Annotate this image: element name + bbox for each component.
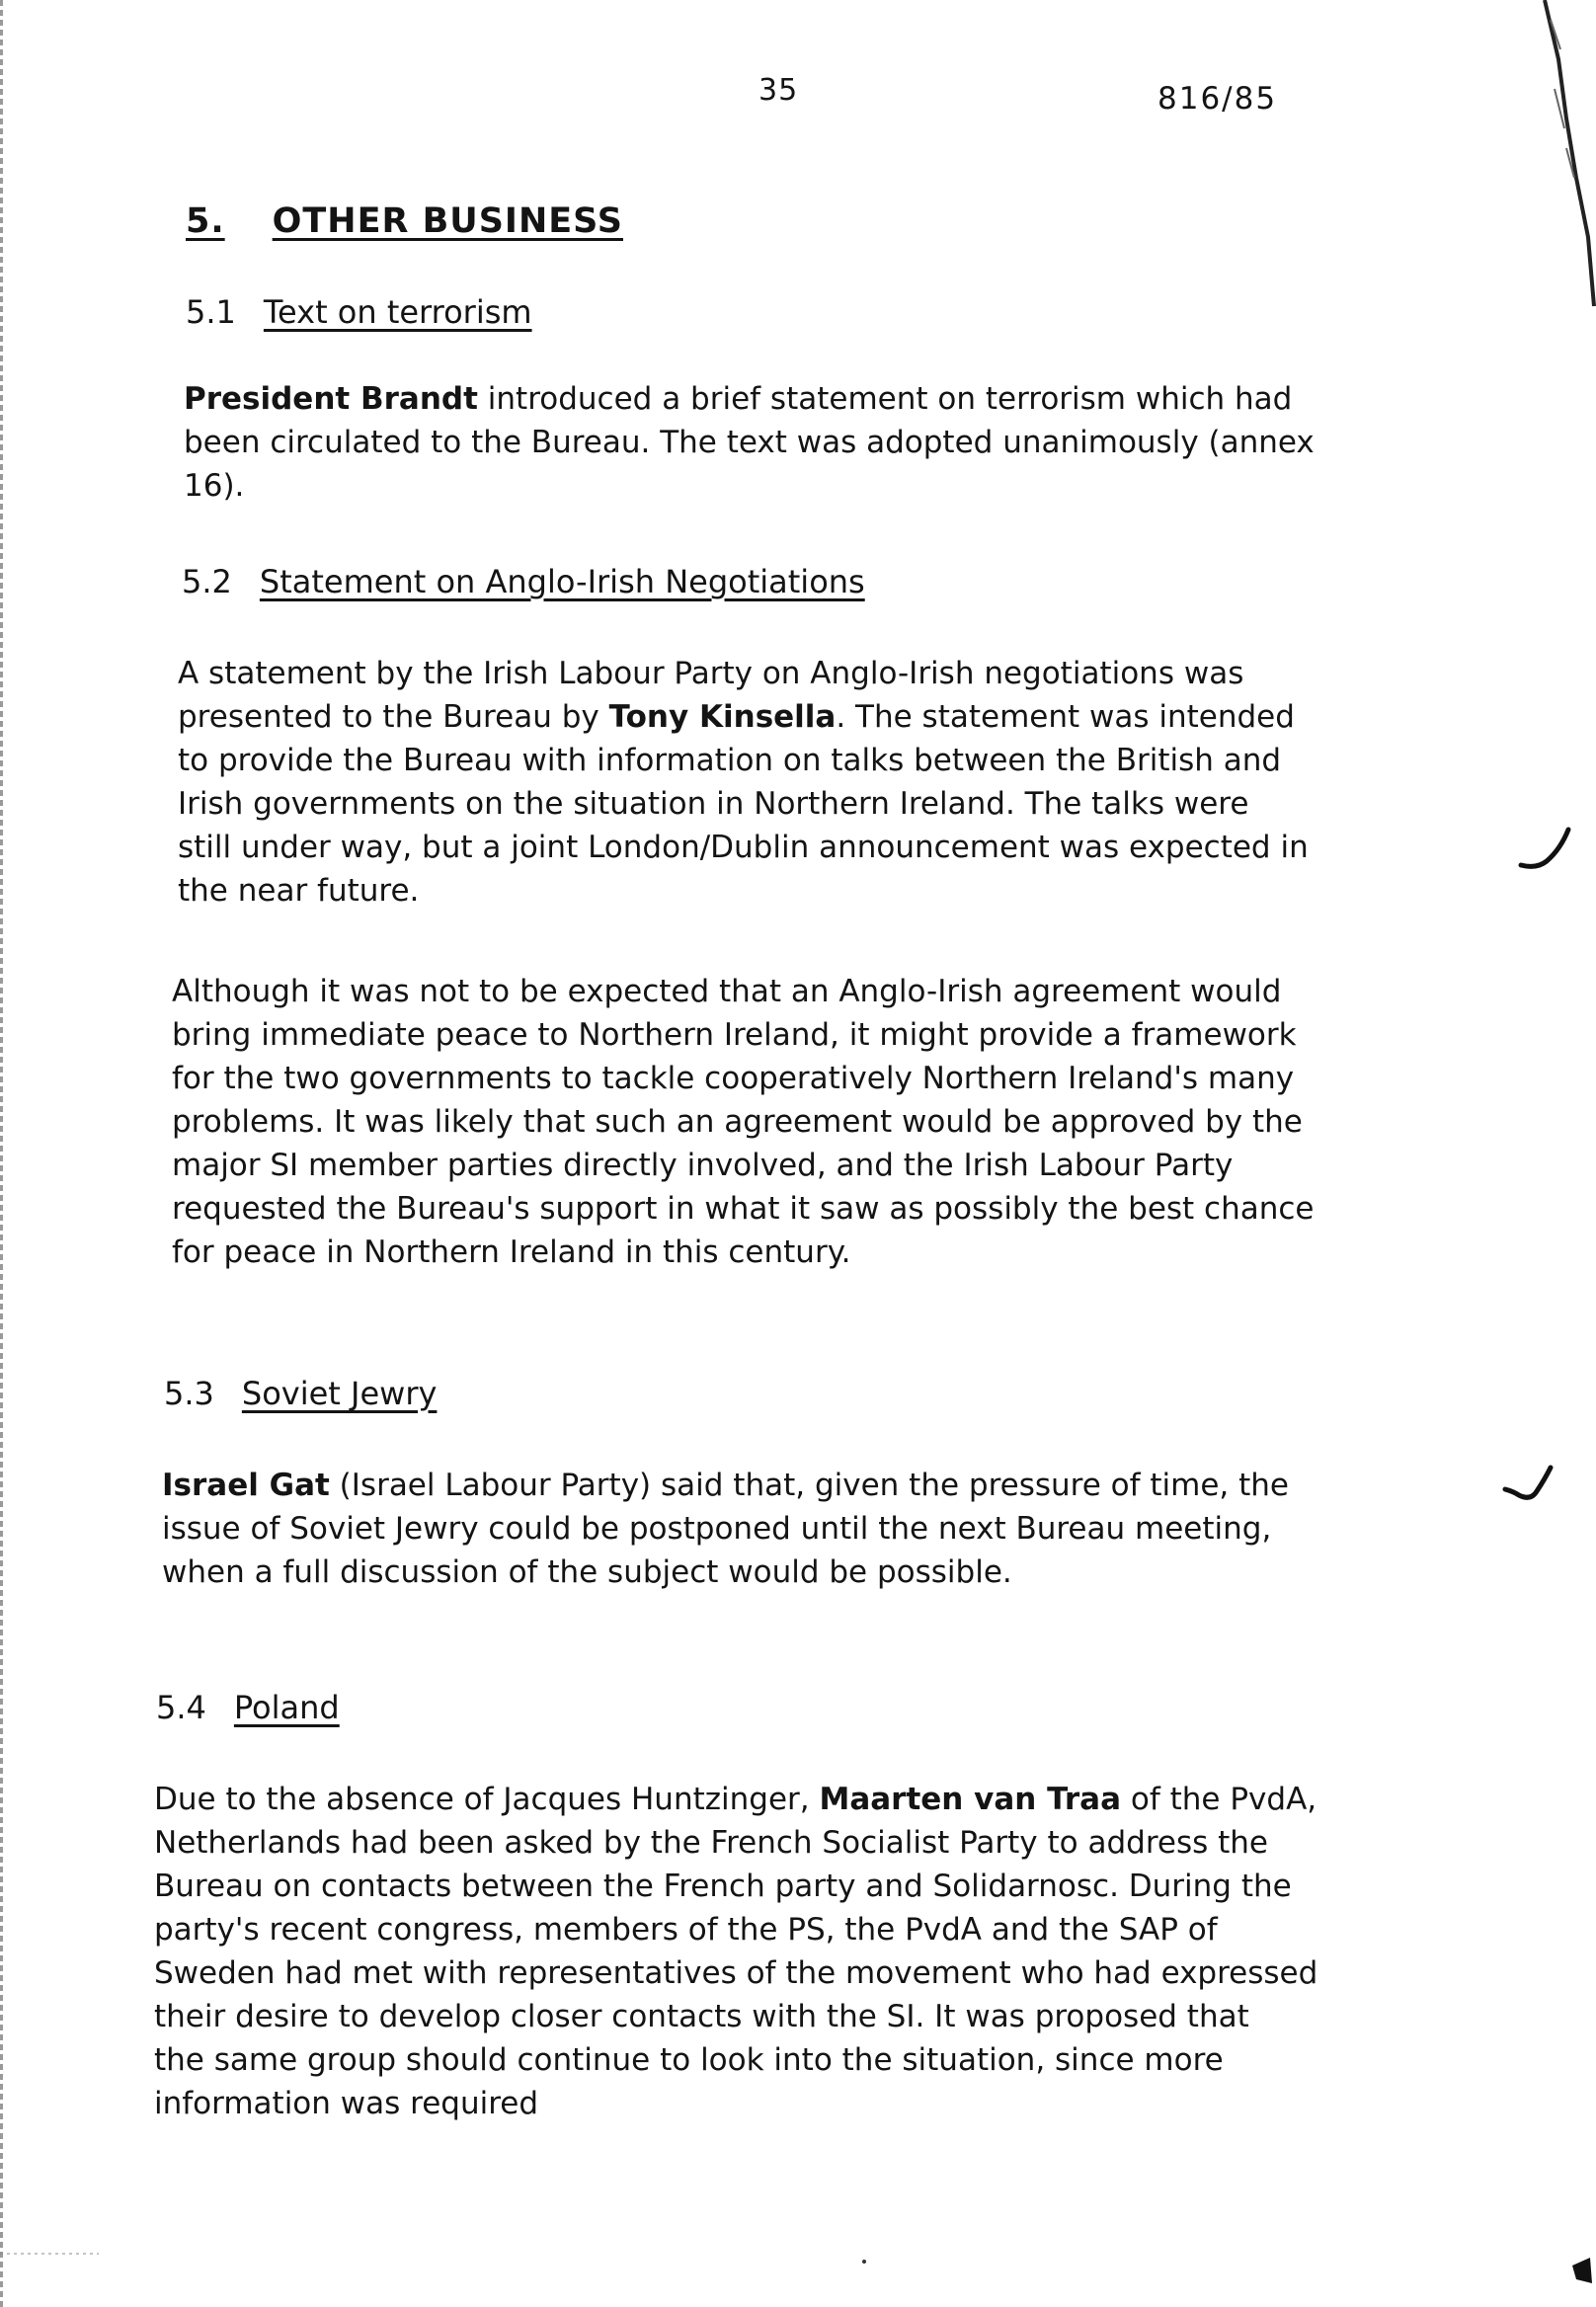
speaker-name: Israel Gat (162, 1468, 330, 1503)
item-number: 5.2 (182, 563, 232, 600)
paragraph-line: the near future. (178, 873, 420, 909)
paragraph-line: Israel Gat (Israel Labour Party) said that, given the pressure of time, the (162, 1468, 1289, 1503)
check-mark-icon (1517, 826, 1572, 875)
section-number: 5. (186, 201, 225, 241)
item-title: Statement on Anglo-Irish Negotiations (259, 563, 865, 600)
paragraph-line: Sweden had met with representatives of the movement who had expressed (154, 1955, 1318, 1991)
paragraph-line: issue of Soviet Jewry could be postponed until the next Bureau meeting, (162, 1511, 1272, 1547)
item-number: 5.1 (186, 293, 236, 331)
paragraph-line: Bureau on contacts between the French party and Solidarnosc. During the (154, 1869, 1292, 1904)
check-mark-icon (1501, 1462, 1556, 1511)
paragraph-line: been circulated to the Bureau. The text was adopted unanimously (annex (184, 425, 1315, 460)
paragraph-line: 16). (184, 468, 245, 504)
item-title: Poland (233, 1689, 340, 1726)
item-title: Text on terrorism (263, 293, 532, 331)
speaker-name: Maarten van Traa (819, 1782, 1122, 1817)
paragraph-line: their desire to develop closer contacts with the SI. It was proposed that (154, 1999, 1249, 2034)
scan-left-edge (0, 0, 3, 2307)
paragraph-line: still under way, but a joint London/Dublin announcement was expected in (178, 830, 1309, 865)
paragraph-line: when a full discussion of the subject would be possible. (162, 1554, 1012, 1590)
paragraph-line: the same group should continue to look into the situation, since more (154, 2042, 1224, 2078)
paragraph-line: problems. It was likely that such an agreement would be approved by the (172, 1104, 1303, 1140)
paragraph-line: bring immediate peace to Northern Ireland, it might provide a framework (172, 1017, 1297, 1053)
item-heading-terrorism (186, 293, 532, 331)
scan-speck (859, 2252, 869, 2262)
item-title: Soviet Jewry (241, 1375, 438, 1412)
item-number: 5.3 (164, 1375, 214, 1412)
paragraph-terrorism (184, 377, 1315, 508)
speaker-name: President Brandt (184, 381, 478, 417)
paragraph-line: for peace in Northern Ireland in this century. (172, 1234, 851, 1270)
item-heading-poland (156, 1689, 340, 1726)
item-heading-soviet-jewry (164, 1375, 437, 1412)
scan-speck (1570, 2256, 1594, 2285)
speaker-name: Tony Kinsella (608, 699, 837, 735)
document-reference: 816/85 (1157, 81, 1278, 117)
paragraph-line: information was required (154, 2086, 539, 2121)
paragraph-anglo-irish-1 (178, 652, 1309, 913)
paragraph-line: Irish governments on the situation in Northern Ireland. The talks were (178, 786, 1249, 822)
paragraph-line: major SI member parties directly involved, and the Irish Labour Party (172, 1148, 1234, 1183)
item-heading-anglo-irish (182, 563, 865, 600)
paragraph-line: Due to the absence of Jacques Huntzinger, Maarten van Traa of the PvdA, (154, 1782, 1317, 1817)
paragraph-soviet-jewry (162, 1464, 1289, 1594)
paragraph-line: A statement by the Irish Labour Party on Anglo-Irish negotiations was (178, 656, 1244, 691)
scan-speck (0, 2242, 99, 2248)
paragraph-line: requested the Bureau's support in what it saw as possibly the best chance (172, 1191, 1315, 1227)
paragraph-anglo-irish-2 (172, 970, 1315, 1274)
section-title: OTHER BUSINESS (272, 201, 623, 241)
paragraph-line: presented to the Bureau by Tony Kinsella. The statement was intended (178, 699, 1295, 735)
item-number: 5.4 (156, 1689, 206, 1726)
paragraph-line: Netherlands had been asked by the French Socialist Party to address the (154, 1825, 1269, 1861)
section-heading (186, 201, 623, 241)
scan-edge-mark (1537, 0, 1596, 316)
paragraph-line: Although it was not to be expected that an Anglo-Irish agreement would (172, 974, 1282, 1009)
paragraph-line: party's recent congress, members of the PS, the PvdA and the SAP of (154, 1912, 1218, 1948)
paragraph-line: to provide the Bureau with information on talks between the British and (178, 743, 1282, 778)
paragraph-poland (154, 1778, 1317, 2125)
page-number: 35 (758, 73, 799, 108)
paragraph-line: for the two governments to tackle cooperatively Northern Ireland's many (172, 1061, 1295, 1096)
paragraph-line: President Brandt introduced a brief statement on terrorism which had (184, 381, 1293, 417)
